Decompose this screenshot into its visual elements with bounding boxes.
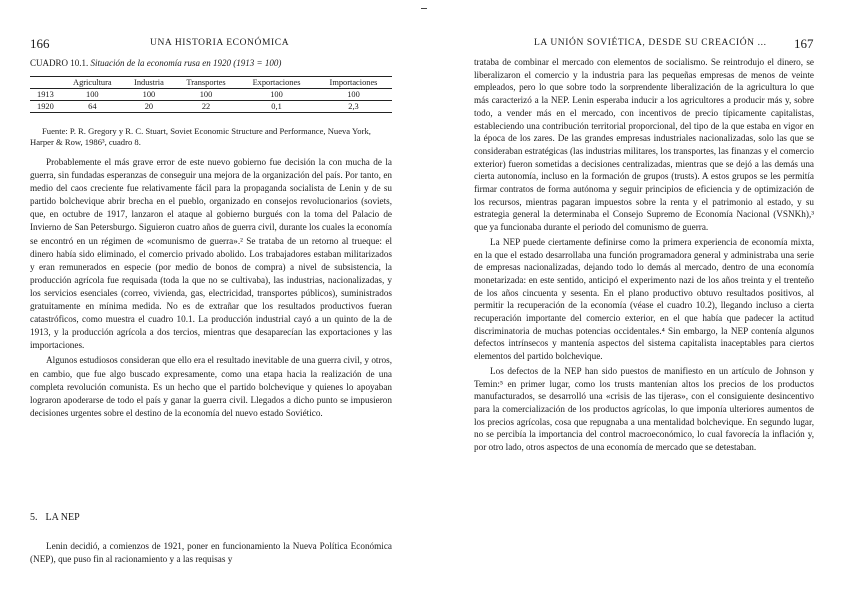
table-source-note: Fuente: P. R. Gregory y R. C. Stuart, Soviet Economic Structure and Performance, Nueva York, Harper & Row, 1986³, cuadro 8. (30, 126, 371, 147)
table-cell: 2,3 (315, 101, 392, 113)
paragraph: La NEP puede ciertamente definirse como la primera experiencia de economía mixta, en la que el estado desarrollaba una función programadora general y administraba una serie de empresas nacionalizadas, dejando todo lo demás al mercado, dentro de una economía monetarizada: en este sentido, anticipó el experimento nazi de los años treinta y el trenteño de los años cincuenta y sesenta. En el plano productivo obtuvo resultados positivos, al permitir la recuperación de la economía (véase el cuadro 10.2), llegando incluso a cierta recuperación importante del comercio exterior, en el que había que padecer la actitud discriminatoria de muchas potencias occidentales.⁴ Sin embargo, la NEP contenía algunos defectos intrínsecos y mantenía aspectos del sistema capitalista inaceptables para ciertos elementos del partido bolchevique. (474, 236, 814, 362)
table-row (30, 101, 392, 113)
left-running-head: UNA HISTORIA ECONÓMICA (150, 38, 290, 48)
table-caption (30, 58, 392, 69)
left-body-text (30, 156, 392, 420)
paragraph: Los defectos de la NEP han sido puestos de manifiesto en un artículo de Johnson y Temin:⁵ en primer lugar, como los trusts mantenían altos los precios de los productos manufacturados, se desarrolló una «crisis de las tijeras», con el consiguiente desincentivo para la comercialización de los productos agrícolas, lo que imponía ulteriores aumentos de los precios agrícolas, cosa que repugnaba a una mentalidad bolchevique. En segundo lugar, no se percibía la importancia del control macroeconómico, lo cual favorecía la inflación y, por otro lado, otros aspectos de una economía de mercado que se detestaban. (474, 365, 814, 453)
left-page-number: 166 (30, 36, 50, 51)
table-header-cell (30, 77, 61, 89)
table-row (30, 89, 392, 101)
table-cell: 0,1 (238, 101, 315, 113)
section-title: LA NEP (45, 512, 80, 523)
table-cell: 100 (238, 89, 315, 101)
table-header-row (30, 77, 392, 89)
table-cell: 1913 (30, 89, 61, 101)
section-number: 5. (30, 512, 38, 523)
paragraph: Lenin decidió, a comienzos de 1921, poner en funcionamiento la Nueva Política Económica (NEP), que puso fin al racionamiento y a las requisas y (30, 541, 392, 565)
table-header-cell: Transportes (174, 77, 238, 89)
table-header-cell: Exportaciones (238, 77, 315, 89)
paragraph: trataba de combinar el mercado con elementos de socialismo. Se reintrodujo el dinero, se liberalizaron el comercio y la industria para las pequeñas empresas de menos de veinte empleados, pero lo que sobre todo la sorprendente liberalización de la agricultura lo que más caracterizó a la NEP. Lenin esperaba inducir a los agricultores a producir más y, sobre todo, a vender más en el mercado, con incentivos de precio típicamente capitalistas, estableciendo una contribución territorial proporcional, del tipo de la que estaba en vigor en la época de los zares. De las grandes empresas industriales nacionalizadas, solo las que se consideraban estratégicas (las industrias militares, los transportes, las finanzas y el comercio exterior) fueron sometidas a decisiones centralizadas, mientras que se dejó a las demás una cierta autonomía, incluso en la formación de grupos (trusts). A estos grupos se les permitía firmar contratos de forma autónoma y seguir principios de eficiencia y de optimización de los recursos, mientras pagaran impuestos sobre la renta y el patrimonio al estado, y su estrategia general la determinaba el Consejo Supremo de Economía Nacional (VSNKh),³ que ya funcionaba durante el periodo del comunismo de guerra. (474, 57, 814, 233)
economy-table (30, 76, 392, 113)
table-cell: 100 (61, 89, 124, 101)
table-caption-label: CUADRO 10.1. (30, 58, 89, 68)
paragraph: Algunos estudiosos consideran que ello era el resultado inevitable de una guerra civil, y otros, en cambio, que fue algo buscado expresamente, como una etapa hacia la realización de una completa revolución comunista. Es un hecho que el partido bolchevique y quienes lo apoyaban lograron apoderarse de todo el país y ganar la guerra civil. Llegados a dicho punto se impusieron decisiones urgentes sobre el destino de la economía del nuevo estado Soviético. (30, 355, 392, 418)
section-heading (30, 512, 80, 523)
left-final-text (30, 540, 392, 566)
right-body-text (474, 56, 814, 454)
table-cell: 1920 (30, 101, 61, 113)
table-cell: 100 (174, 89, 238, 101)
table-cell: 100 (124, 89, 174, 101)
right-page (424, 0, 848, 599)
right-page-number: 167 (794, 36, 814, 51)
paragraph: Probablemente el más grave error de este nuevo gobierno fue decisión la con mucha de la guerra, sin fundadas esperanzas de conseguir una mejora de la organización del país. Por tanto, en medio del caos creciente fue relativamente fácil para la propaganda socialista de Lenin y de su partido bolchevique abrir brecha en el pueblo, organizado en consejos revolucionarios (soviets, que, en octubre de 1917, lanzaron el ataque al gobierno burgués con la toma del Palacio de Invierno de San Petersburgo. Siguieron cuatro años de guerra civil, durante los cuales la economía se encontró en un régimen de «comunismo de guerra».² Se trataba de un retorno al trueque: el dinero había sido eliminado, el comercio privado abolido. Los trabajadores estaban militarizados y eran remunerados en especie (por medio de bonos de compra) a nivel de subsistencia, la producción agrícola fue requisada (toda la que no se cultivaba), las industrias, nacionalizadas, y los servicios esenciales (correo, vivienda, gas, electricidad, transportes públicos), suministrados gratuitamente en mínima medida. No es de extrañar que los resultados productivos fueran catastróficos, como muestra el cuadro 10.1. La producción industrial cayó a un quinto de la de 1913, y la producción agrícola a dos tercios, mientras que desaparecían las exportaciones y las importaciones. (30, 157, 392, 351)
table-header-cell: Industria (124, 77, 174, 89)
table-caption-title: Situación de la economía rusa en 1920 (1913 = 100) (90, 58, 282, 68)
right-running-head: LA UNIÓN SOVIÉTICA, DESDE SU CREACIÓN ... (534, 38, 767, 48)
table-cell: 22 (174, 101, 238, 113)
table-cell: 64 (61, 101, 124, 113)
table-header-cell: Importaciones (315, 77, 392, 89)
table-header-cell: Agricultura (61, 77, 124, 89)
table-cell: 20 (124, 101, 174, 113)
table-cell: 100 (315, 89, 392, 101)
